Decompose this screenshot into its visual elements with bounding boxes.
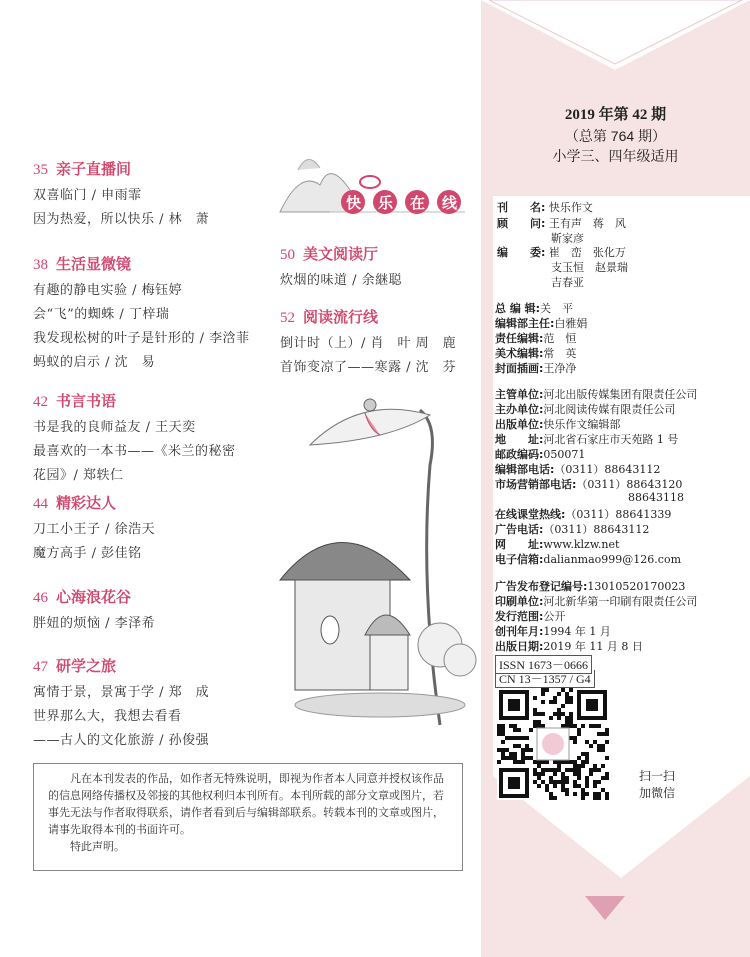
masthead-row: 市场营销部电话:（0311）88643120 [495,478,683,491]
masthead-row: 广告电话:（0311）88643112 [495,523,650,536]
qr-label-1: 扫一扫 [638,769,675,783]
toc-article[interactable]: 魔方高手 / 彭佳铭 [33,546,142,561]
section-title: 研学之旅 [56,657,117,675]
triangle-marker [585,896,625,922]
toc-article[interactable]: 书是我的良师益友 / 王天奕 [33,420,196,435]
masthead-row: 电子信箱:dalianmao999@126.com [495,553,681,566]
toc-article[interactable]: 会“飞”的蜘蛛 / 丁梓瑞 [33,307,170,322]
toc-section-header[interactable] [33,390,116,411]
masthead-row: 地 址:河北省石家庄市天苑路 1 号 [495,433,679,446]
masthead-row: 出版日期:2019 年 11 月 8 日 [495,640,643,653]
toc-article[interactable]: 倒计时（上）/ 肖 叶 周 鹿 [280,336,457,351]
masthead-row: 广告发布登记编号:13010520170023 [495,580,686,593]
cn-number: CN 13－1357 / G4 [495,670,595,688]
notice-closing: 特此声明。 [70,840,125,853]
masthead-row: 主办单位:河北阅读传媒有限责任公司 [495,403,676,416]
audience: 小学三、四年级适用 [552,149,679,165]
toc-article[interactable]: 最喜欢的一本书——《米兰的秘密 [33,444,236,459]
section-title: 生活显微镜 [56,255,132,273]
toc-section-header[interactable] [280,306,378,327]
toc-section-header[interactable] [33,158,131,179]
toc-section-header[interactable] [280,243,378,264]
masthead-kan: 刊 名: 快乐作文 [497,201,593,214]
section-title: 心海浪花谷 [56,588,132,606]
banner-illustration [270,150,470,225]
toc-article[interactable]: 我发现松树的叶子是针形的 / 李浛菲 [33,331,250,346]
toc-article[interactable]: 花园》/ 郑轶仁 [33,468,124,483]
toc-article[interactable]: 双喜临门 / 申雨霏 [33,188,142,203]
section-title: 美文阅读厅 [303,245,379,263]
toc-section-header[interactable] [33,655,116,676]
banner-char-2: 乐 [378,194,394,212]
section-title: 书言书语 [56,392,117,410]
masthead-row: 美术编辑:常 英 [495,347,577,360]
masthead-row: 在线课堂热线:（0311）88641339 [495,508,672,521]
masthead-row: 发行范围:公开 [495,610,566,623]
banner-char-4: 线 [442,194,458,212]
masthead-row: 主管单位:河北出版传媒集团有限责任公司 [495,388,698,401]
masthead-row: 创刊年月:1994 年 1 月 [495,625,611,638]
toc-article[interactable]: 有趣的静电实验 / 梅钰婷 [33,283,183,298]
masthead-row: 印刷单位:河北新华第一印刷有限责任公司 [495,595,698,608]
page-number: 44 [33,496,48,512]
masthead-bianwei-3: 吉春亚 [551,276,584,289]
section-title: 亲子直播间 [56,160,132,178]
banner-char-1: 快 [346,194,362,212]
mushroom-house-illustration [270,385,480,730]
masthead-row: 编辑部主任:白雅娟 [495,317,588,330]
page-number: 38 [33,257,48,273]
banner-char-3: 在 [410,194,426,212]
masthead-row: 总 编 辑:关 平 [495,302,574,315]
issue-line: 2019 年第 42 期 [564,107,667,123]
page-number: 46 [33,590,48,606]
toc-article[interactable]: 寓情于景，景寓于学 / 郑 成 [33,685,210,700]
toc-section-header[interactable] [33,586,131,607]
section-title: 精彩达人 [56,494,117,512]
page-number: 52 [280,310,295,326]
masthead-row: 编辑部电话:（0311）88643112 [495,463,661,476]
masthead-row: 网 址:www.klzw.net [495,538,620,551]
toc-article[interactable]: 胖妞的烦恼 / 李泽希 [33,616,156,631]
toc-article[interactable]: 世界那么大，我想去看看 [33,709,182,724]
page-number: 50 [280,247,295,263]
notice-body: 凡在本刊发表的作品，如作者无特殊说明，即视为作者本人同意并授权该作品的信息网络传播权及邻接的其他权利归本刊所有。本刊所载的部分文章或图片，若事先无法与作者取得联系，请作者看到后与编辑部联系。转载本刊的文章或图片，请事先取得本刊的书面许可。 [48,772,444,836]
toc-article[interactable]: 首饰变凉了——寒露 / 沈 芬 [280,360,457,375]
copyright-notice [33,763,463,871]
toc-article[interactable]: 刀工小王子 / 徐浩天 [33,522,156,537]
masthead-row: 责任编辑:范 恒 [495,332,577,345]
page-number: 42 [33,394,48,410]
toc-section-header[interactable] [33,253,131,274]
page-number: 47 [33,659,48,675]
qr-code[interactable] [497,688,609,800]
total-issue: （总第 764 期） [564,128,667,144]
masthead-guwen-2: 靳家彦 [551,232,584,245]
issn: ISSN 1673－0666 [495,655,592,674]
toc-article[interactable]: 炊烟的味道 / 余継聪 [280,273,403,288]
masthead-row: 出版单位:快乐作文编辑部 [495,418,621,431]
masthead-row: 封面插画:王净净 [495,362,577,375]
toc-article[interactable]: 因为热爱，所以快乐 / 林 萧 [33,212,210,227]
masthead-guwen: 顾 问: 王有声 蒋 风 [497,217,626,230]
toc-article[interactable]: 蚂蚁的启示 / 沈 易 [33,355,156,370]
masthead-row: 88643118 [628,491,684,504]
toc-article[interactable]: ——古人的文化旅游 / 孙俊强 [33,733,210,748]
page-number: 35 [33,162,48,178]
qr-label-2: 加微信 [638,786,675,800]
section-title: 阅读流行线 [303,308,379,326]
masthead-bianwei: 编 委: 崔 峦 张化万 [497,246,626,259]
masthead-row: 邮政编码:050071 [495,448,586,461]
toc-section-header[interactable] [33,492,116,513]
masthead-bianwei-2: 支玉恒 赵景瑞 [551,261,628,274]
